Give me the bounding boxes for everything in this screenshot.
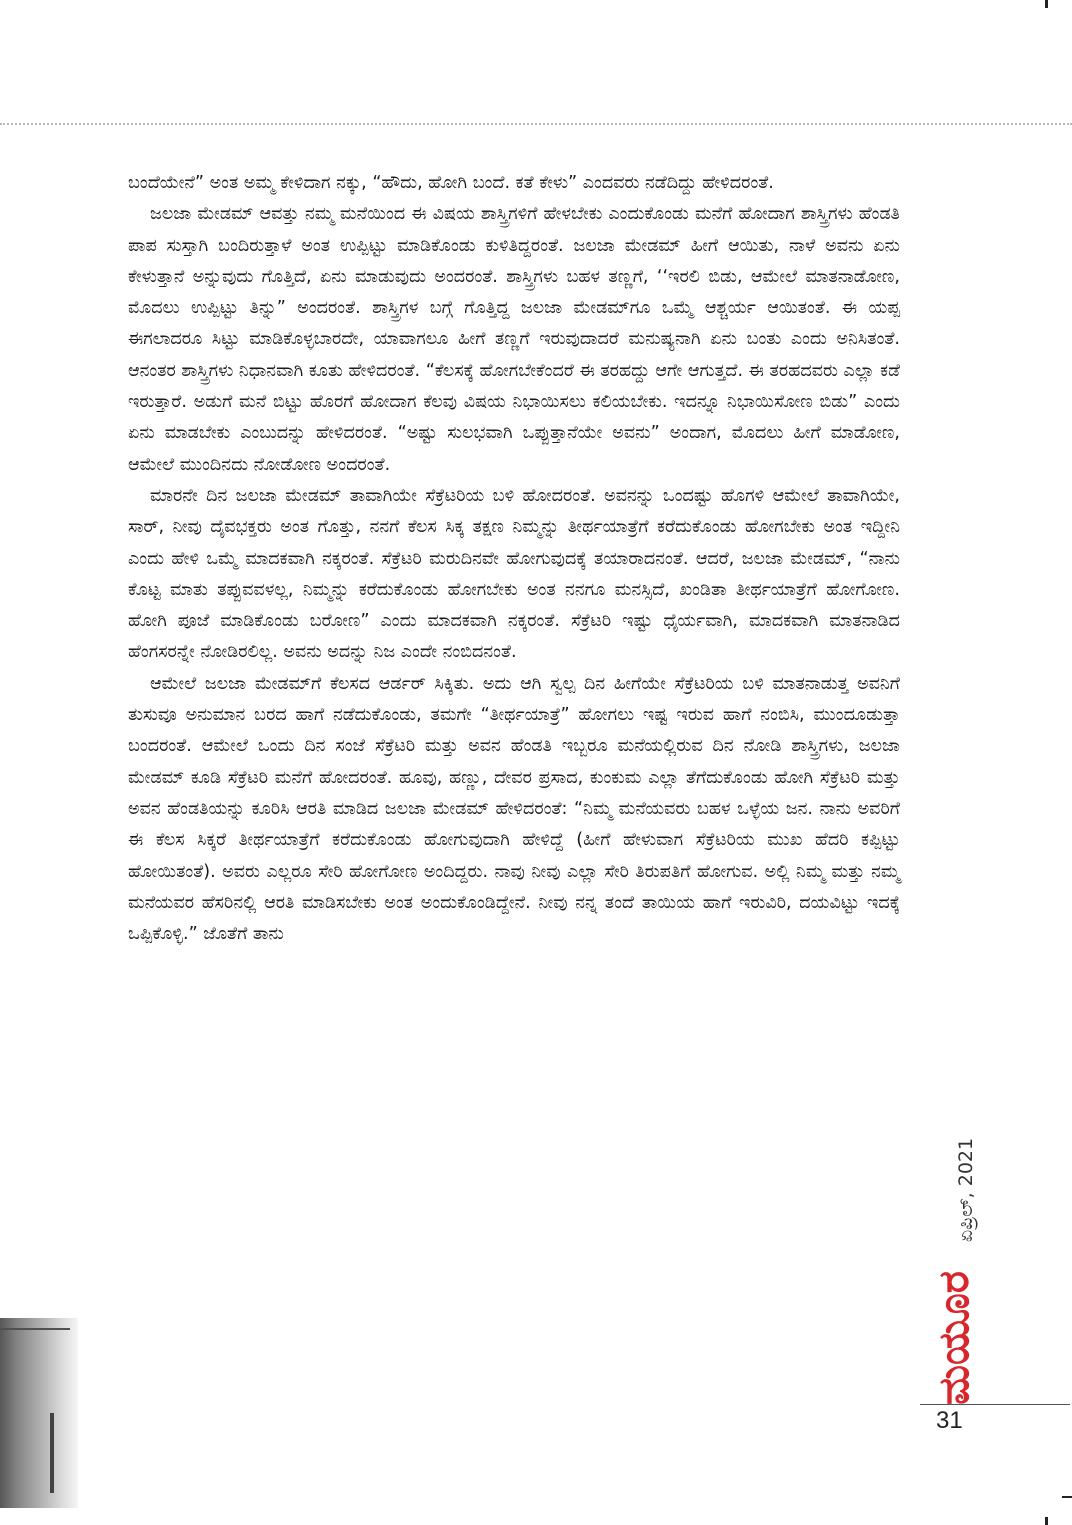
issue-month-label (946, 1110, 986, 1270)
paragraph-1: ಬಂದೆಯೇನೆ” ಅಂತ ಅಮ್ಮ ಕೇಳಿದಾಗ ನಕ್ಕು, “ಹೌದು, ಹೋಗಿ ಬಂದೆ. ಕತೆ ಕೇಳು” ಎಂದವರು ನಡೆದಿದ್ದು ಹೇಳಿದರಂತೆ. (128, 173, 774, 193)
crop-mark-top-right (1045, 0, 1048, 8)
crop-mark-bottom-right (1045, 1517, 1048, 1525)
header-dotted-rule (0, 123, 1072, 125)
paragraph-2: ಜಲಜಾ ಮೇಡಮ್ ಆವತ್ತು ನಮ್ಮ ಮನೆಯಿಂದ ಈ ವಿಷಯ ಶಾಸ್ತ್ರಿಗಳಿಗೆ ಹೇಳಬೇಕು ಎಂದುಕೊಂಡು ಮನೆಗೆ ಹೋದಾಗ ಶಾಸ್ತ್ರಿಗಳು ಹೆಂಡತಿ ಪಾಪ ಸುಸ್ತಾಗಿ ಬಂದಿರುತ್ತಾಳೆ ಅಂತ ಉಪ್ಪಿಟ್ಟು ಮಾಡಿಕೊಂಡು ಕುಳಿತಿದ್ದರಂತೆ. ಜಲಜಾ ಮೇಡಮ್ ಹೀಗೆ ಆಯಿತು, ನಾಳೆ ಅವನು ಏನು ಕೇಳುತ್ತಾನೆ ಅನ್ನುವುದು ಗೊತ್ತಿದೆ, ಏನು ಮಾಡುವುದು ಅಂದರಂತೆ. ಶಾಸ್ತ್ರಿಗಳು ಬಹಳ ತಣ್ಣಗೆ, ‘‘ಇರಲಿ ಬಿಡು, ಆಮೇಲೆ ಮಾತನಾಡೋಣ, ಮೊದಲು ಉಪ್ಪಿಟ್ಟು ತಿನ್ನು” ಅಂದರಂತೆ. ಶಾಸ್ತ್ರಿಗಳ ಬಗ್ಗೆ ಗೊತ್ತಿದ್ದ ಜಲಜಾ ಮೇಡಮ್‌ಗೂ ಒಮ್ಮೆ ಆಶ್ಚರ್ಯ ಆಯಿತಂತೆ. ಈ ಯಪ್ಪ ಈಗಲಾದರೂ ಸಿಟ್ಟು ಮಾಡಿಕೊಳ್ಳಬಾರದೇ, ಯಾವಾಗಲೂ ಹೀಗೆ ತಣ್ಣಗೆ ಇರುವುದಾದರೆ ಮನುಷ್ಯನಾಗಿ ಏನು ಬಂತು ಎಂದು ಅನಿಸಿತಂತೆ. ಆನಂತರ ಶಾಸ್ತ್ರಿಗಳು ನಿಧಾನವಾಗಿ ಕೂತು ಹೇಳಿದರಂತೆ. “ಕೆಲಸಕ್ಕೆ ಹೋಗಬೇಕೆಂದರೆ ಈ ತರಹದ್ದು ಆಗೇ ಆಗುತ್ತದೆ. ಈ ತರಹದವರು ಎಲ್ಲಾ ಕಡೆ ಇರುತ್ತಾರೆ. ಅಡುಗೆ ಮನೆ ಬಿಟ್ಟು ಹೊರಗೆ ಹೋದಾಗ ಕೆಲವು ವಿಷಯ ನಿಭಾಯಿಸಲು ಕಲಿಯಬೇಕು. ಇದನ್ನೂ ನಿಭಾಯಿಸೋಣ ಬಿಡು” ಎಂದು ಏನು ಮಾಡಬೇಕು ಎಂಬುದನ್ನು ಹೇಳಿದರಂತೆ. “ಅಷ್ಟು ಸುಲಭವಾಗಿ ಒಪ್ಪುತ್ತಾನೆಯೇ ಅವನು” ಅಂದಾಗ, ಮೊದಲು ಹೀಗೆ ಮಾಡೋಣ, ಆಮೇಲೆ ಮುಂದಿನದು ನೋಡೋಣ ಅಂದರಂತೆ. (128, 204, 900, 475)
paragraph-3: ಮಾರನೇ ದಿನ ಜಲಜಾ ಮೇಡಮ್ ತಾವಾಗಿಯೇ ಸೆಕ್ರೆಟರಿಯ ಬಳಿ ಹೋದರಂತೆ. ಅವನನ್ನು ಒಂದಷ್ಟು ಹೊಗಳಿ ಆಮೇಲೆ ತಾವಾಗಿಯೇ, ಸಾರ್, ನೀವು ದೈವಭಕ್ತರು ಅಂತ ಗೊತ್ತು, ನನಗೆ ಕೆಲಸ ಸಿಕ್ಕ ತಕ್ಷಣ ನಿಮ್ಮನ್ನು ತೀರ್ಥಯಾತ್ರೆಗೆ ಕರೆದುಕೊಂಡು ಹೋಗಬೇಕು ಅಂತ ಇದ್ದೀನಿ ಎಂದು ಹೇಳಿ ಒಮ್ಮೆ ಮಾದಕವಾಗಿ ನಕ್ಕರಂತೆ. ಸೆಕ್ರೆಟರಿ ಮರುದಿನವೇ ಹೋಗುವುದಕ್ಕೆ ತಯಾರಾದನಂತೆ. ಆದರೆ, ಜಲಜಾ ಮೇಡಮ್, “ನಾನು ಕೊಟ್ಟ ಮಾತು ತಪ್ಪುವವಳಲ್ಲ, ನಿಮ್ಮನ್ನು ಕರೆದುಕೊಂಡು ಹೋಗಬೇಕು ಅಂತ ನನಗೂ ಮನಸ್ಸಿದೆ, ಖಂಡಿತಾ ತೀರ್ಥಯಾತ್ರೆಗೆ ಹೋಗೋಣ. ಹೋಗಿ ಪೂಜೆ ಮಾಡಿಕೊಂಡು ಬರೋಣ” ಎಂದು ಮಾದಕವಾಗಿ ನಕ್ಕರಂತೆ. ಸೆಕ್ರೆಟರಿ ಇಷ್ಟು ಧೈರ್ಯವಾಗಿ, ಮಾದಕವಾಗಿ ಮಾತನಾಡಿದ ಹೆಂಗಸರನ್ನೇ ನೋಡಿರಲಿಲ್ಲ. ಅವನು ಅದನ್ನು ನಿಜ ಎಂದೇ ನಂಬಿದನಂತೆ. (128, 485, 900, 663)
magazine-logo (924, 1270, 984, 1405)
paragraph-4: ಆಮೇಲೆ ಜಲಜಾ ಮೇಡಮ್‌ಗೆ ಕೆಲಸದ ಆರ್ಡರ್ ಸಿಕ್ಕಿತು. ಅದು ಆಗಿ ಸ್ವಲ್ಪ ದಿನ ಹೀಗೆಯೇ ಸೆಕ್ರೆಟರಿಯ ಬಳಿ ಮಾತನಾಡುತ್ತ ಅವನಿಗೆ ತುಸುವೂ ಅನುಮಾನ ಬರದ ಹಾಗೆ ನಡೆದುಕೊಂಡು, ತಮಗೇ “ತೀರ್ಥಯಾತ್ರೆ” ಹೋಗಲು ಇಷ್ಟ ಇರುವ ಹಾಗೆ ನಂಬಿಸಿ, ಮುಂದೂಡುತ್ತಾ ಬಂದರಂತೆ. ಆಮೇಲೆ ಒಂದು ದಿನ ಸಂಜೆ ಸೆಕ್ರೆಟರಿ ಮತ್ತು ಅವನ ಹೆಂಡತಿ ಇಬ್ಬರೂ ಮನೆಯಲ್ಲಿರುವ ದಿನ ನೋಡಿ ಶಾಸ್ತ್ರಿಗಳು, ಜಲಜಾ ಮೇಡಮ್ ಕೂಡಿ ಸೆಕ್ರೆಟರಿ ಮನೆಗೆ ಹೋದರಂತೆ. ಹೂವು, ಹಣ್ಣು, ದೇವರ ಪ್ರಸಾದ, ಕುಂಕುಮ ಎಲ್ಲಾ ತೆಗೆದುಕೊಂಡು ಹೋಗಿ ಸೆಕ್ರೆಟರಿ ಮತ್ತು ಅವನ ಹೆಂಡತಿಯನ್ನು ಕೂರಿಸಿ ಆರತಿ ಮಾಡಿದ ಜಲಜಾ ಮೇಡಮ್ ಹೇಳಿದರಂತೆ: “ನಿಮ್ಮ ಮನೆಯವರು ಬಹಳ ಒಳ್ಳೆಯ ಜನ. ನಾನು ಅವರಿಗೆ ಈ ಕೆಲಸ ಸಿಕ್ಕರೆ ತೀರ್ಥಯಾತ್ರೆಗೆ ಕರೆದುಕೊಂಡು ಹೋಗುವುದಾಗಿ ಹೇಳಿದ್ದೆ (ಹೀಗೆ ಹೇಳುವಾಗ ಸೆಕ್ರೆಟರಿಯ ಮುಖ ಹೆದರಿ ಕಪ್ಪಿಟ್ಟು ಹೋಯಿತಂತೆ). ಅವರು ಎಲ್ಲರೂ ಸೇರಿ ಹೋಗೋಣ ಅಂದಿದ್ದರು. ನಾವು ನೀವು ಎಲ್ಲಾ ಸೇರಿ ತಿರುಪತಿಗೆ ಹೋಗುವ. ಅಲ್ಲಿ ನಿಮ್ಮ ಮತ್ತು ನಮ್ಮ ಮನೆಯವರ ಹೆಸರಿನಲ್ಲಿ ಆರತಿ ಮಾಡಿಸಬೇಕು ಅಂತ ಅಂದುಕೊಂಡಿದ್ದೇನೆ. ನೀವು ನನ್ನ ತಂದೆ ತಾಯಿಯ ಹಾಗೆ ಇರುವಿರಿ, ದಯವಿಟ್ಟು ಇದಕ್ಕೆ ಒಪ್ಪಿಕೊಳ್ಳಿ.” ಜೊತೆಗೆ ತಾನು (128, 673, 900, 945)
article-body (128, 168, 900, 950)
page-number: 31 (936, 1407, 963, 1434)
crop-mark-bottom-right-horizontal (1062, 1496, 1072, 1498)
scan-shadow-artifact (0, 1318, 78, 1508)
issue-month-text: ಏಪ್ರಿಲ್, 2021 (955, 1137, 977, 1243)
magazine-logo-text: ಮಯೂರ (929, 1270, 978, 1405)
